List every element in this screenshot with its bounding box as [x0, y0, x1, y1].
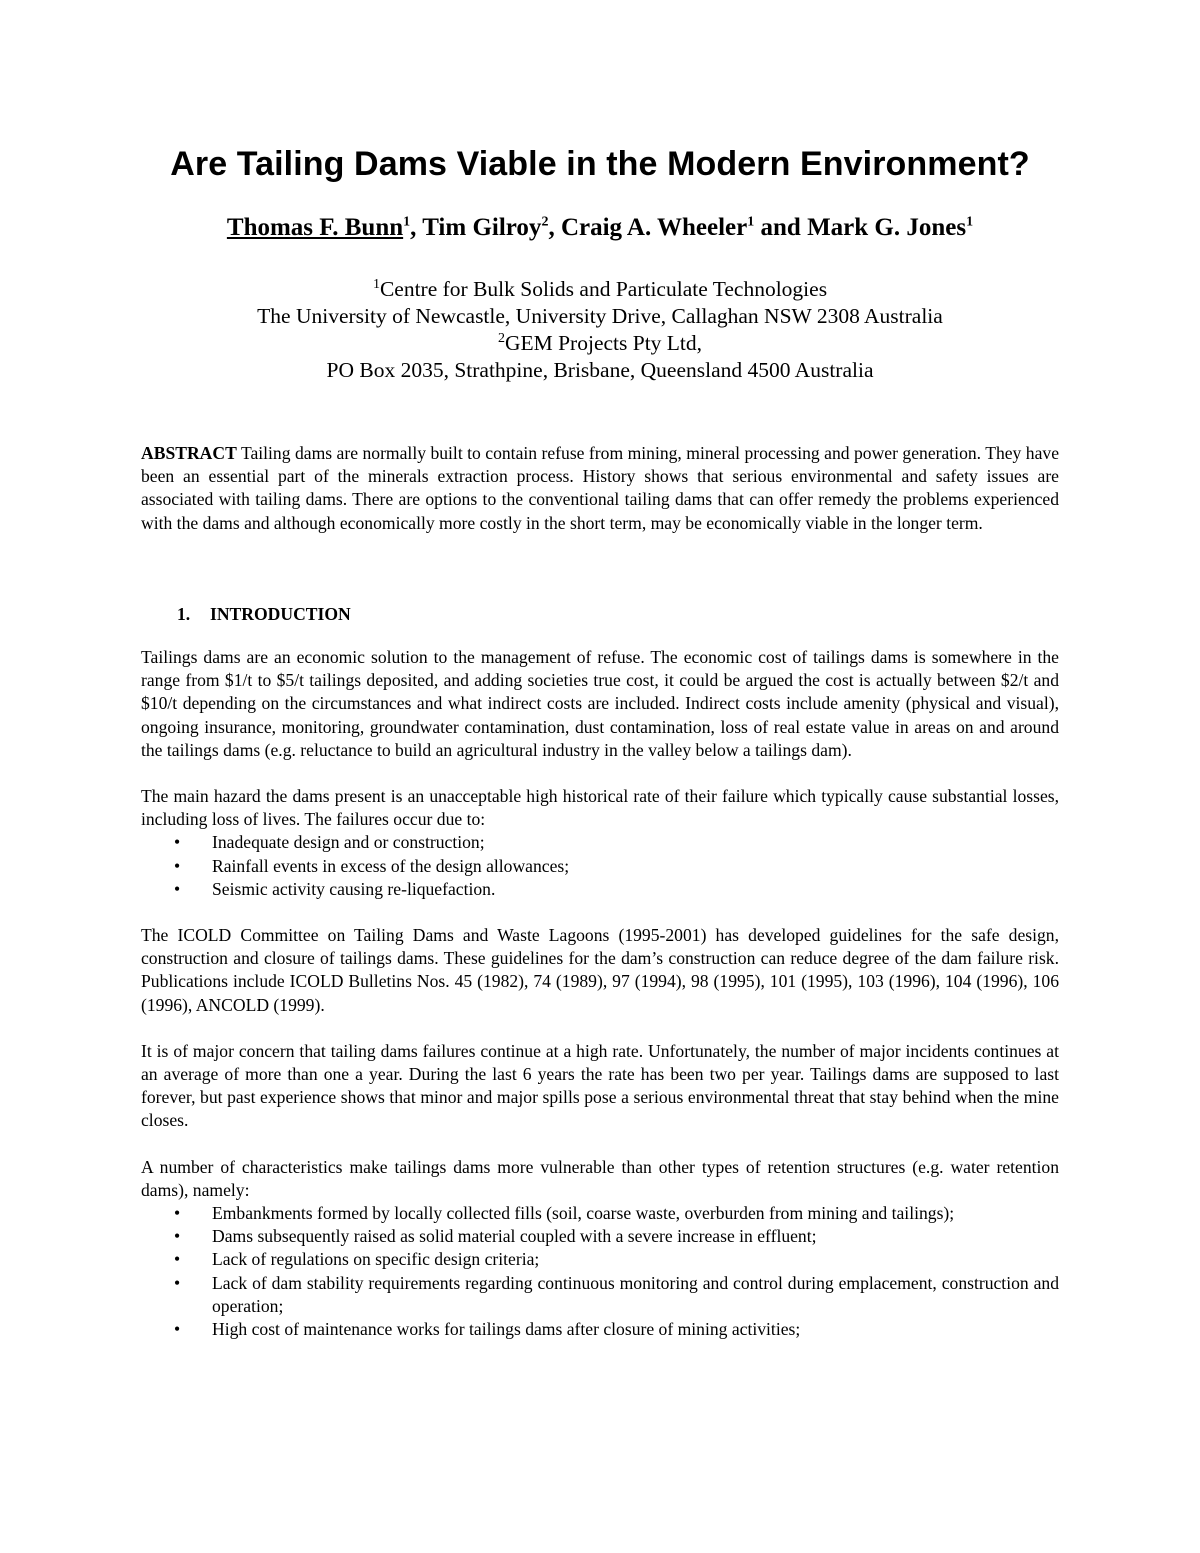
list-item: • Seismic activity causing re-liquefaction.	[141, 878, 1059, 901]
section-title: INTRODUCTION	[210, 603, 351, 624]
section-number: 1.	[177, 603, 191, 624]
author-affil-mark: 1	[403, 214, 411, 230]
abstract	[141, 442, 1059, 535]
list-item: • Rainfall events in excess of the design allowances;	[141, 855, 1059, 878]
author: Craig A. Wheeler	[560, 214, 748, 241]
abstract-label: ABSTRACT	[141, 443, 237, 463]
author-affil-mark: 1	[747, 214, 755, 230]
list-item: • Embankments formed by locally collected fills (soil, coarse waste, overburden from mining and tailings);	[141, 1202, 1059, 1225]
paragraph: A number of characteristics make tailings dams more vulnerable than other types of retention structures (e.g. water retention dams), namely:	[141, 1156, 1059, 1200]
paragraph: Tailings dams are an economic solution to the management of refuse. The economic cost of tailings dams is somewhere in the range from $1/t to $5/t tailings deposited, and adding societies true cost, it could be argued the cost is actually between $2/t and $10/t depending on the circumstances and what indirect costs are included. Indirect costs include amenity (physical and visual), ongoing insurance, monitoring, groundwater contamination, dust contamination, loss of real estate value in areas on and around the tailings dams (e.g. reluctance to build an agricultural industry in the valley below a tailings dam).	[141, 647, 1059, 760]
paper-page	[141, 130, 1059, 1341]
affiliation-line: The University of Newcastle, University Drive, Callaghan NSW 2308 Australia	[257, 304, 943, 328]
author-presenting: Thomas F. Bunn	[226, 214, 404, 241]
bullet-glyph: •	[174, 1272, 181, 1293]
bullet-glyph: •	[174, 1226, 181, 1247]
list-item: • High cost of maintenance works for tailings dams after closure of mining activities;	[141, 1318, 1059, 1341]
bullet-glyph: •	[174, 855, 181, 876]
paragraph: The main hazard the dams present is an unacceptable high historical rate of their failure which typically cause substantial losses, including loss of lives. The failures occur due to:	[141, 786, 1059, 830]
affiliation-line: $^2$GEM Projects Pty Ltd,	[497, 330, 703, 355]
affiliation-line: PO Box 2035, Strathpine, Brisbane, Queensland 4500 Australia	[326, 358, 874, 382]
paper-title: Are Tailing Dams Viable in the Modern Environment?	[170, 145, 1030, 183]
bullet-glyph: •	[174, 1319, 181, 1340]
bullet-glyph: •	[174, 1249, 181, 1270]
author: Tim Gilroy	[422, 214, 542, 241]
paragraph: The ICOLD Committee on Tailing Dams and Waste Lagoons (1995-2001) has developed guidelines for the safe design, construction and closure of tailings dams. These guidelines for the dam’s construction can reduce degree of the dam failure risk. Publications include ICOLD Bulletins Nos. 45 (1982), 74 (1989), 97 (1994), 98 (1995), 101 (1995), 103 (1996), 104 (1996), 106 (1996), ANCOLD (1999).	[141, 925, 1059, 1015]
paragraph: It is of major concern that tailing dams failures continue at a high rate. Unfortunately, the number of major incidents continues at an average of more than one a year. During the last 6 years the rate has been two per year. Tailings dams are supposed to last forever, but past experience shows that minor and major spills pose a serious environmental threat that stay behind when the mine closes.	[141, 1040, 1059, 1131]
author: Mark G. Jones	[807, 214, 967, 241]
author-affil-mark: 2	[541, 214, 549, 230]
author-line: Thomas F. Bunn$^1$, Tim Gilroy$^2$, Craig A. Wheeler$^1$ and Mark G. Jones$^1$	[226, 214, 974, 241]
bullet-list	[141, 1202, 1059, 1341]
affiliation-line: $^1$Centre for Bulk Solids and Particulate Technologies	[372, 276, 828, 301]
bullet-glyph: •	[174, 1203, 181, 1224]
abstract-text: Tailing dams are normally built to contain refuse from mining, mineral processing and power generation. They have been an essential part of the minerals extraction process. History shows that serious environmental and safety issues are associated with tailing dams. There are options to the conventional tailing dams that can offer remedy the problems experienced with the dams and although economically more costly in the short term, may be economically viable in the longer term.	[141, 443, 1059, 533]
list-item: • Dams subsequently raised as solid material coupled with a severe increase in effluent;	[141, 1225, 1059, 1248]
affiliations	[141, 276, 1059, 384]
bullet-glyph: •	[174, 878, 181, 899]
author-affil-mark: 1	[966, 214, 974, 230]
list-item: • Lack of dam stability requirements regarding continuous monitoring and control during emplacement, construction and operation;	[174, 1272, 1059, 1316]
list-item: • Lack of regulations on specific design criteria;	[141, 1248, 1059, 1271]
list-item: • Inadequate design and or construction;	[141, 831, 1059, 854]
bullet-glyph: •	[174, 832, 181, 853]
bullet-list	[141, 831, 1059, 901]
section-heading	[177, 603, 1059, 626]
